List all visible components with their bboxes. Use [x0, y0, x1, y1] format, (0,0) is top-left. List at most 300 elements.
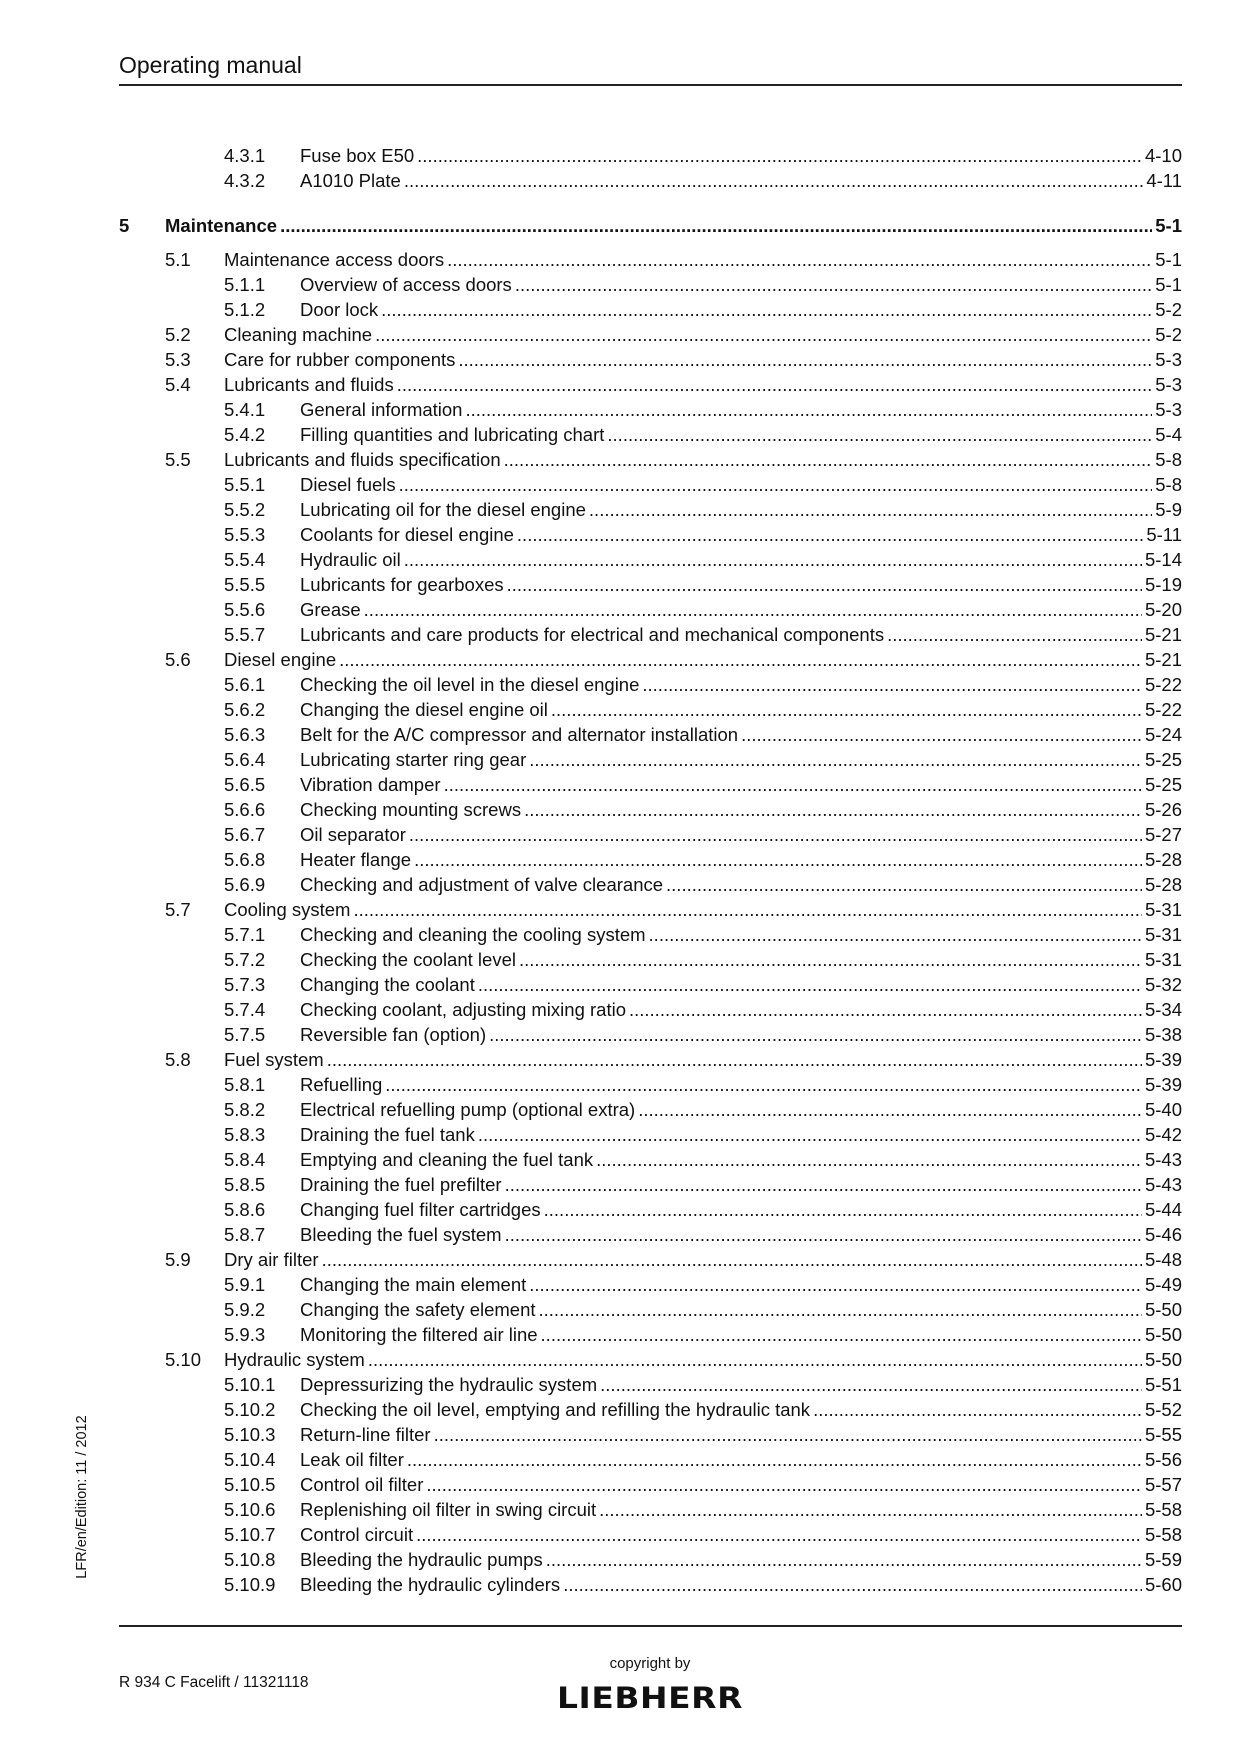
toc-entry: [0, 1197, 1240, 1222]
toc-entry: [0, 922, 1240, 947]
toc-entry-number: 5.9.2: [224, 1299, 266, 1320]
toc-entry-title: Checking and adjustment of valve clearance: [300, 874, 664, 895]
toc-entry-page: 5-46: [1144, 1224, 1182, 1245]
toc-leader-dots: [404, 168, 1144, 193]
toc-entry-line: [224, 1347, 1182, 1372]
toc-entry: [0, 1022, 1240, 1047]
toc-leader-dots: [642, 672, 1142, 697]
toc-entry-number: 5.9.1: [224, 1274, 266, 1295]
toc-entry-line: [300, 847, 1182, 872]
toc-entry: [0, 772, 1240, 797]
toc-entry-page: 5-1: [1155, 274, 1182, 295]
toc-entry-number: 5.8.3: [224, 1124, 266, 1145]
toc-entry-page: 4-10: [1144, 145, 1182, 166]
toc-entry-line: [300, 1272, 1182, 1297]
toc-leader-dots: [629, 997, 1142, 1022]
toc-leader-dots: [407, 1447, 1142, 1472]
toc-entry-number: 5: [119, 215, 130, 236]
page-title: Operating manual: [119, 52, 302, 78]
toc-entry-page: 5-39: [1144, 1049, 1182, 1070]
toc-entry-page: 4-11: [1146, 170, 1182, 191]
toc-leader-dots: [607, 422, 1152, 447]
toc-leader-dots: [381, 297, 1152, 322]
toc-entry-page: 5-59: [1144, 1549, 1182, 1570]
toc-entry-page: 5-8: [1155, 474, 1182, 495]
toc-entry-title: Bleeding the fuel system: [300, 1224, 502, 1245]
toc-entry-number: 5.10.7: [224, 1524, 276, 1545]
toc-leader-dots: [649, 922, 1142, 947]
liebherr-logo: [555, 1680, 745, 1714]
toc-entry-number: 5.8.2: [224, 1099, 266, 1120]
toc-entry-line: [300, 1297, 1182, 1322]
toc-entry-number: 5.8.1: [224, 1074, 266, 1095]
toc-entry-title: Fuel system: [224, 1049, 324, 1070]
toc-entry-title: Control oil filter: [300, 1474, 424, 1495]
toc-leader-dots: [368, 1347, 1142, 1372]
toc-entry-page: 5-31: [1144, 899, 1182, 920]
toc-leader-dots: [813, 1397, 1142, 1422]
toc-leader-dots: [544, 1197, 1142, 1222]
toc-entry-line: [300, 672, 1182, 697]
toc-entry-number: 5.9.3: [224, 1324, 266, 1345]
toc-entry-page: 5-1: [1155, 249, 1182, 270]
toc-entry-page: 5-22: [1144, 699, 1182, 720]
copyright-label: copyright by: [609, 1655, 691, 1672]
toc-entry-number: 5.5: [165, 449, 191, 470]
toc-entry-number: 5.6.9: [224, 874, 266, 895]
toc-entry: [0, 897, 1240, 922]
toc-entry-line: [300, 143, 1182, 168]
toc-entry: [0, 1097, 1240, 1122]
toc-entry-number: 5.2: [165, 324, 191, 345]
toc-entry-title: Checking the oil level in the diesel engine: [300, 674, 640, 695]
toc-leader-dots: [434, 1422, 1142, 1447]
toc-entry-number: 5.7.4: [224, 999, 266, 1020]
toc-entry-number: 5.6.6: [224, 799, 266, 820]
toc-entry-line: [300, 1572, 1182, 1597]
toc-entry-number: 5.5.7: [224, 624, 266, 645]
toc-entry: [0, 1572, 1240, 1597]
toc-entry-number: 5.1.1: [224, 274, 266, 295]
toc-entry-page: 5-2: [1155, 299, 1182, 320]
toc-entry-title: Depressurizing the hydraulic system: [300, 1374, 598, 1395]
toc-entry: [0, 547, 1240, 572]
toc-entry-line: [300, 1447, 1182, 1472]
toc-entry-number: 5.8.7: [224, 1224, 266, 1245]
toc-entry: [0, 722, 1240, 747]
toc-entry-line: [224, 247, 1182, 272]
toc-entry-title: Maintenance access doors: [224, 249, 445, 270]
toc-entry-page: 5-51: [1144, 1374, 1182, 1395]
toc-entry-number: 5.10.6: [224, 1499, 276, 1520]
toc-entry-page: 5-39: [1144, 1074, 1182, 1095]
toc-entry-page: 5-1: [1155, 215, 1182, 236]
toc-leader-dots: [280, 213, 1152, 238]
toc-entry-title: Checking and cleaning the cooling system: [300, 924, 646, 945]
toc-entry-line: [300, 922, 1182, 947]
toc-entry-title: Cooling system: [224, 899, 351, 920]
toc-entry-page: 5-48: [1144, 1249, 1182, 1270]
toc-entry-page: 5-3: [1155, 399, 1182, 420]
toc-leader-dots: [551, 697, 1142, 722]
toc-entry-page: 5-14: [1144, 549, 1182, 570]
toc-leader-dots: [638, 1097, 1142, 1122]
toc-entry-number: 5.10.8: [224, 1549, 276, 1570]
toc-leader-dots: [541, 1322, 1142, 1347]
toc-entry-number: 5.10.9: [224, 1574, 276, 1595]
toc-entry-line: [300, 1147, 1182, 1172]
toc-entry-line: [300, 972, 1182, 997]
toc-entry-line: [300, 272, 1182, 297]
toc-entry-line: [300, 997, 1182, 1022]
toc-entry-line: [300, 772, 1182, 797]
toc-entry-number: 5.6.3: [224, 724, 266, 745]
toc-entry-page: 5-32: [1144, 974, 1182, 995]
footer-rule: [119, 1625, 1182, 1627]
toc-leader-dots: [399, 472, 1153, 497]
toc-leader-dots: [539, 1297, 1142, 1322]
toc-entry: [0, 672, 1240, 697]
toc-entry-line: [300, 1472, 1182, 1497]
toc-entry-page: 5-24: [1144, 724, 1182, 745]
toc-entry-page: 5-9: [1155, 499, 1182, 520]
toc-entry-number: 5.7: [165, 899, 191, 920]
toc-leader-dots: [375, 322, 1152, 347]
toc-entry-title: Changing fuel filter cartridges: [300, 1199, 541, 1220]
toc-entry-line: [300, 1197, 1182, 1222]
toc-entry-title: Lubricants for gearboxes: [300, 574, 504, 595]
toc-entry: [0, 322, 1240, 347]
toc-entry-title: Return-line filter: [300, 1424, 431, 1445]
toc-entry-number: 5.6.8: [224, 849, 266, 870]
toc-entry-page: 5-28: [1144, 849, 1182, 870]
toc-entry-line: [300, 597, 1182, 622]
toc-entry: [0, 1472, 1240, 1497]
toc-entry-number: 5.8.5: [224, 1174, 266, 1195]
toc-entry-page: 5-42: [1144, 1124, 1182, 1145]
toc-leader-dots: [596, 1147, 1142, 1172]
toc-entry-line: [300, 1022, 1182, 1047]
toc-entry-title: Hydraulic system: [224, 1349, 365, 1370]
toc-entry: [0, 168, 1240, 193]
toc-entry-line: [224, 647, 1182, 672]
toc-entry-line: [224, 347, 1182, 372]
toc-entry-title: Maintenance: [165, 215, 278, 236]
toc-entry-number: 5.10.3: [224, 1424, 276, 1445]
toc-entry-line: [224, 1047, 1182, 1072]
toc-entry-page: 5-49: [1144, 1274, 1182, 1295]
toc-entry-page: 5-55: [1144, 1424, 1182, 1445]
toc-entry-number: 5.6.1: [224, 674, 266, 695]
logo-wordmark: LIEBHERR: [557, 1681, 743, 1714]
toc-leader-dots: [600, 1372, 1142, 1397]
toc-entry-number: 5.4: [165, 374, 191, 395]
toc-entry-title: Lubricants and care products for electrical and mechanical components: [300, 624, 885, 645]
toc-leader-dots: [599, 1497, 1142, 1522]
toc-leader-dots: [417, 143, 1142, 168]
toc-entry-title: Bleeding the hydraulic pumps: [300, 1549, 543, 1570]
toc-entry-page: 5-25: [1144, 774, 1182, 795]
toc-entry-page: 5-50: [1144, 1299, 1182, 1320]
toc-leader-dots: [426, 1472, 1142, 1497]
toc-entry-number: 5.5.3: [224, 524, 266, 545]
toc-entry-line: [300, 422, 1182, 447]
toc-entry-page: 5-21: [1144, 624, 1182, 645]
toc-entry-title: Diesel fuels: [300, 474, 396, 495]
toc-leader-dots: [458, 347, 1152, 372]
toc-entry-number: 5.5.1: [224, 474, 266, 495]
toc-entry-page: 5-3: [1155, 349, 1182, 370]
edition-label: LFR/en/Edition: 11 / 2012: [74, 1415, 90, 1579]
toc-entry: [0, 347, 1240, 372]
toc-entry-page: 5-19: [1144, 574, 1182, 595]
toc-entry-line: [300, 1547, 1182, 1572]
toc-entry-line: [300, 497, 1182, 522]
toc-entry-title: Dry air filter: [224, 1249, 319, 1270]
toc-leader-dots: [519, 947, 1142, 972]
toc-entry: [0, 1422, 1240, 1447]
toc-entry-number: 4.3.2: [224, 170, 266, 191]
toc-entry-title: Diesel engine: [224, 649, 337, 670]
toc-entry-title: Lubricants and fluids specification: [224, 449, 501, 470]
toc-leader-dots: [444, 772, 1142, 797]
toc-entry: [0, 1447, 1240, 1472]
toc-entry-page: 5-58: [1144, 1499, 1182, 1520]
toc-leader-dots: [465, 397, 1152, 422]
toc-entry: [0, 697, 1240, 722]
toc-entry-title: Monitoring the filtered air line: [300, 1324, 538, 1345]
toc-entry: [0, 947, 1240, 972]
toc-entry-number: 5.3: [165, 349, 191, 370]
toc-entry-number: 5.8: [165, 1049, 191, 1070]
toc-entry-line: [300, 622, 1182, 647]
toc-entry-page: 5-43: [1144, 1149, 1182, 1170]
toc-entry: [0, 997, 1240, 1022]
toc-entry-page: 5-2: [1155, 324, 1182, 345]
toc-entry-title: Changing the safety element: [300, 1299, 536, 1320]
toc-entry-number: 5.7.1: [224, 924, 266, 945]
toc-leader-dots: [507, 572, 1142, 597]
toc-entry-line: [300, 1172, 1182, 1197]
toc-entry-page: 5-21: [1144, 649, 1182, 670]
toc-entry-number: 5.6.5: [224, 774, 266, 795]
toc-entry: [0, 1172, 1240, 1197]
toc-entry-line: [300, 1322, 1182, 1347]
toc-entry-title: A1010 Plate: [300, 170, 401, 191]
toc-entry-title: Grease: [300, 599, 361, 620]
toc-entry: [0, 272, 1240, 297]
toc-entry-title: Cleaning machine: [224, 324, 373, 345]
toc-leader-dots: [416, 1522, 1142, 1547]
toc-entry: [0, 497, 1240, 522]
toc-leader-dots: [327, 1047, 1142, 1072]
toc-entry-line: [300, 1222, 1182, 1247]
toc-entry-line: [300, 472, 1182, 497]
toc-entry-title: Changing the main element: [300, 1274, 527, 1295]
toc-entry: [0, 1047, 1240, 1072]
toc-entry-page: 5-31: [1144, 949, 1182, 970]
toc-entry-line: [300, 1097, 1182, 1122]
toc-entry-title: Belt for the A/C compressor and alternator installation: [300, 724, 739, 745]
toc-entry-page: 5-28: [1144, 874, 1182, 895]
toc-entry-title: Draining the fuel tank: [300, 1124, 475, 1145]
toc-entry-title: Heater flange: [300, 849, 412, 870]
toc-entry: [0, 747, 1240, 772]
toc-entry-page: 5-20: [1144, 599, 1182, 620]
toc-entry-page: 5-50: [1144, 1324, 1182, 1345]
toc-entry: [0, 1247, 1240, 1272]
toc-entry-page: 5-50: [1144, 1349, 1182, 1370]
toc-entry: [0, 647, 1240, 672]
toc-entry-title: Changing the coolant: [300, 974, 475, 995]
toc-entry-page: 5-56: [1144, 1449, 1182, 1470]
toc-entry-title: Electrical refuelling pump (optional extra): [300, 1099, 636, 1120]
toc-entry-line: [300, 1072, 1182, 1097]
toc-entry-line: [300, 1397, 1182, 1422]
toc-entry: [0, 1072, 1240, 1097]
toc-entry-page: 5-3: [1155, 374, 1182, 395]
toc-leader-dots: [414, 847, 1142, 872]
toc-leader-dots: [397, 372, 1153, 397]
toc-entry-line: [165, 213, 1182, 238]
toc-entry-number: 5.5.5: [224, 574, 266, 595]
toc-entry-title: Emptying and cleaning the fuel tank: [300, 1149, 594, 1170]
toc-entry-line: [300, 797, 1182, 822]
toc-entry-number: 5.10.4: [224, 1449, 276, 1470]
header-rule: [119, 84, 1182, 86]
toc-entry-title: Checking the oil level, emptying and refilling the hydraulic tank: [300, 1399, 811, 1420]
toc-entry-title: Changing the diesel engine oil: [300, 699, 548, 720]
toc-entry-line: [300, 747, 1182, 772]
toc-entry-number: 5.10: [165, 1349, 202, 1370]
toc-entry-line: [224, 447, 1182, 472]
toc-entry: [0, 1322, 1240, 1347]
toc-leader-dots: [478, 972, 1142, 997]
toc-entry-number: 5.10.2: [224, 1399, 276, 1420]
toc-entry-title: Checking coolant, adjusting mixing ratio: [300, 999, 626, 1020]
toc-leader-dots: [478, 1122, 1142, 1147]
toc-entry-number: 5.6.2: [224, 699, 266, 720]
toc-entry: [0, 872, 1240, 897]
toc-entry-number: 5.10.5: [224, 1474, 276, 1495]
toc-entry-title: Lubricating oil for the diesel engine: [300, 499, 586, 520]
toc-entry: [0, 972, 1240, 997]
toc-entry-page: 5-44: [1144, 1199, 1182, 1220]
toc-entry-page: 5-22: [1144, 674, 1182, 695]
toc-leader-dots: [887, 622, 1142, 647]
toc-entry-number: 4.3.1: [224, 145, 266, 166]
toc-entry-title: Overview of access doors: [300, 274, 512, 295]
toc-entry: [0, 1547, 1240, 1572]
toc-entry-title: Door lock: [300, 299, 379, 320]
toc-entry: [0, 472, 1240, 497]
toc-entry-number: 5.8.6: [224, 1199, 266, 1220]
toc-entry-line: [224, 1247, 1182, 1272]
toc-entry-page: 5-43: [1144, 1174, 1182, 1195]
toc-entry: [0, 1272, 1240, 1297]
toc-entry-line: [300, 722, 1182, 747]
toc-entry-number: 5.10.1: [224, 1374, 276, 1395]
toc-leader-dots: [515, 272, 1152, 297]
toc-entry-page: 5-58: [1144, 1524, 1182, 1545]
toc-entry-number: 5.7.5: [224, 1024, 266, 1045]
toc-entry: [0, 572, 1240, 597]
toc-leader-dots: [385, 1072, 1142, 1097]
toc-entry: [0, 847, 1240, 872]
toc-leader-dots: [741, 722, 1142, 747]
toc-entry-line: [300, 297, 1182, 322]
toc-entry-title: Replenishing oil filter in swing circuit: [300, 1499, 597, 1520]
toc-entry: [0, 143, 1240, 168]
toc-entry-page: 5-57: [1144, 1474, 1182, 1495]
toc-entry-line: [300, 397, 1182, 422]
toc-entry-number: 5.8.4: [224, 1149, 266, 1170]
toc-entry-page: 5-8: [1155, 449, 1182, 470]
toc-entry: [0, 822, 1240, 847]
toc-leader-dots: [563, 1572, 1142, 1597]
toc-entry-page: 5-11: [1146, 524, 1182, 545]
toc-entry-number: 5.4.1: [224, 399, 266, 420]
toc-entry-title: Refuelling: [300, 1074, 383, 1095]
toc-entry-page: 5-25: [1144, 749, 1182, 770]
toc-leader-dots: [339, 647, 1142, 672]
toc-entry-page: 5-4: [1155, 424, 1182, 445]
toc-entry: [0, 522, 1240, 547]
toc-entry: [0, 1372, 1240, 1397]
toc-leader-dots: [447, 247, 1152, 272]
toc-entry-page: 5-34: [1144, 999, 1182, 1020]
toc-entry: [0, 622, 1240, 647]
toc-entry: [0, 1497, 1240, 1522]
toc-entry: [0, 1297, 1240, 1322]
toc-entry-page: 5-40: [1144, 1099, 1182, 1120]
toc-leader-dots: [517, 522, 1143, 547]
toc-entry-title: Checking the coolant level: [300, 949, 516, 970]
toc-entry-title: Fuse box E50: [300, 145, 415, 166]
model-number: R 934 C Facelift / 11321118: [119, 1674, 309, 1691]
toc-entry-number: 5.5.2: [224, 499, 266, 520]
toc-entry: [0, 797, 1240, 822]
toc-entry-number: 5.7.2: [224, 949, 266, 970]
toc-entry-line: [300, 1372, 1182, 1397]
toc-entry-page: 5-38: [1144, 1024, 1182, 1045]
toc-entry-title: Reversible fan (option): [300, 1024, 487, 1045]
toc-entry-line: [300, 572, 1182, 597]
toc-entry-page: 5-26: [1144, 799, 1182, 820]
toc-entry-number: 5.5.4: [224, 549, 266, 570]
toc-entry-title: Checking mounting screws: [300, 799, 522, 820]
toc-entry-page: 5-27: [1144, 824, 1182, 845]
toc-entry: [0, 1147, 1240, 1172]
toc-entry-title: Lubricants and fluids: [224, 374, 394, 395]
toc-entry: [0, 1347, 1240, 1372]
toc-entry-line: [300, 822, 1182, 847]
toc-entry-line: [224, 322, 1182, 347]
toc-entry-title: Control circuit: [300, 1524, 414, 1545]
toc-entry-title: Care for rubber components: [224, 349, 456, 370]
toc-leader-dots: [666, 872, 1142, 897]
toc-entry-line: [300, 1422, 1182, 1447]
toc-entry: [0, 422, 1240, 447]
toc-entry: [0, 447, 1240, 472]
toc-entry-number: 5.6.7: [224, 824, 266, 845]
toc-leader-dots: [524, 797, 1142, 822]
toc-entry: [0, 213, 1240, 238]
toc-leader-dots: [505, 1172, 1142, 1197]
toc-entry-title: Leak oil filter: [300, 1449, 404, 1470]
toc-leader-dots: [404, 547, 1142, 572]
toc-leader-dots: [353, 897, 1142, 922]
